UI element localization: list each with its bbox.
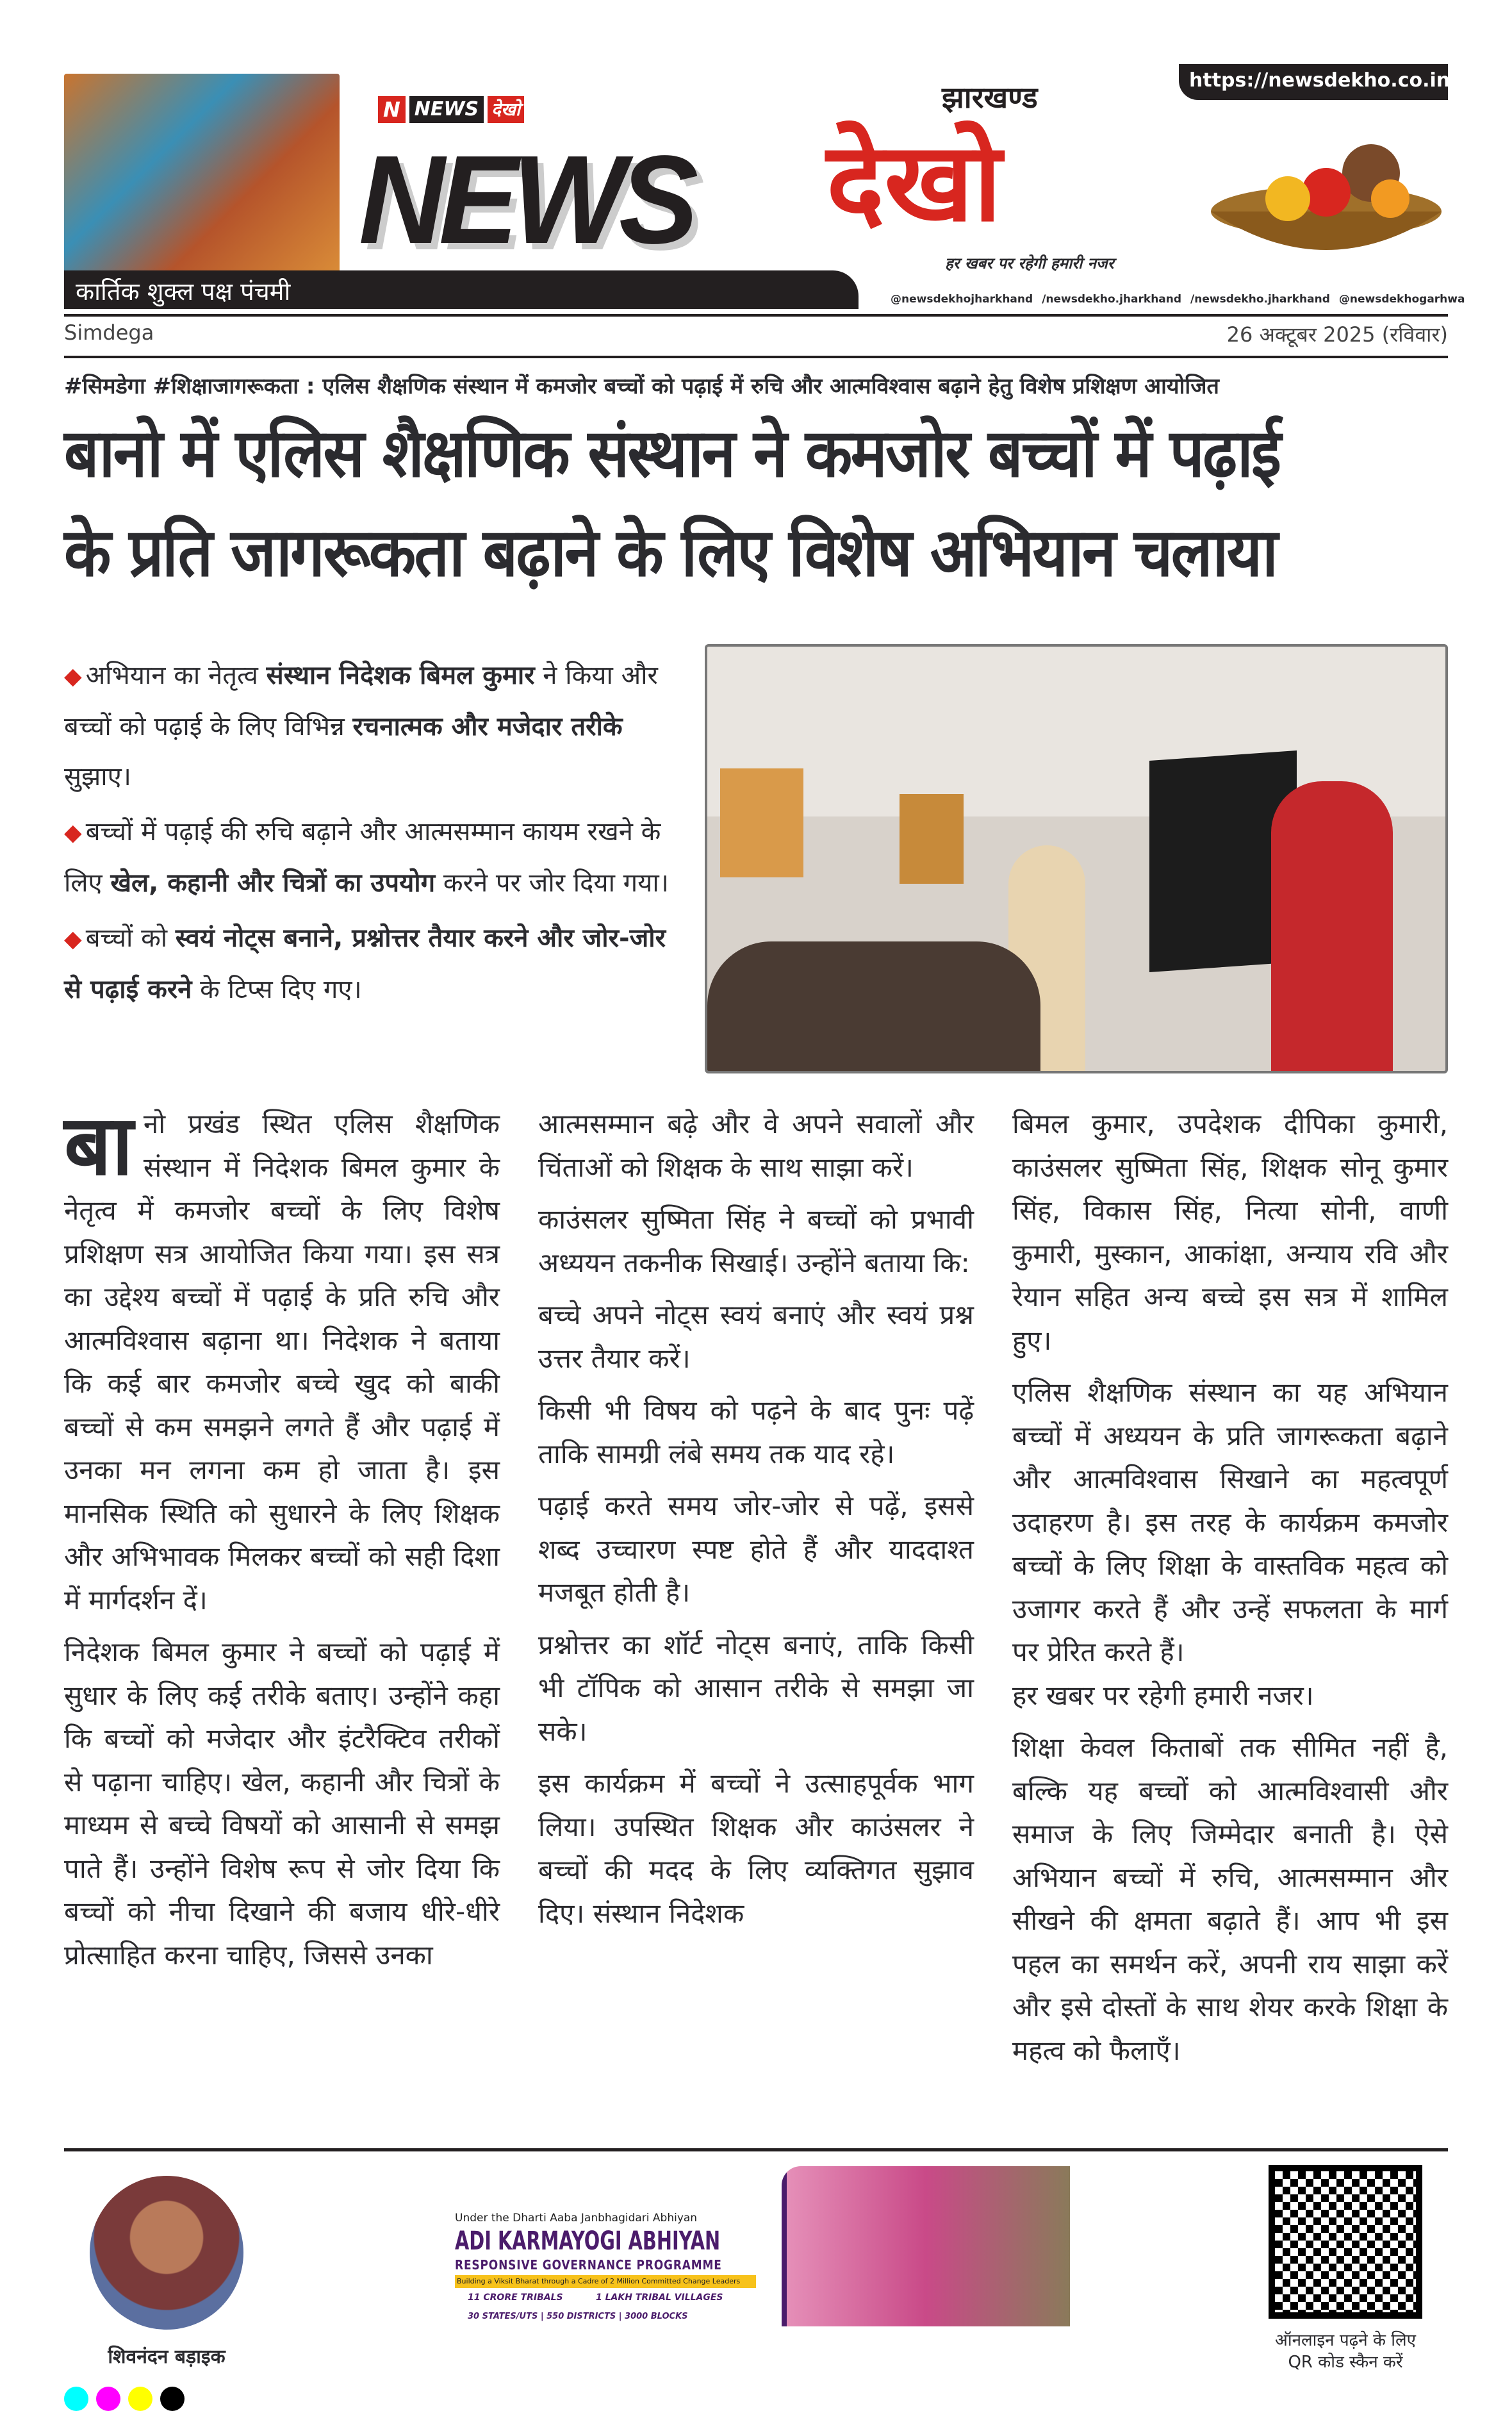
qr-code[interactable] bbox=[1269, 2165, 1422, 2319]
paragraph: बानो प्रखंड स्थित एलिस शैक्षणिक संस्थान में निदेशक बिमल कुमार के नेतृत्व में कमजोर बच्चों के लिए विशेष प्रशिक्षण सत्र आयोजित किया गया। इस सत्र का उद्देश्य बच्चों में पढ़ाई के प्रति रुचि और आत्मविश्वास बढ़ाना था। निदेशक ने बताया कि कई बार कमजोर बच्चे खुद को बाकी बच्चों से कम समझने लगते हैं और पढ़ाई में उनका मन लगना कम हो जाता है। इस मानसिक स्थिति को सुधारने के लिए शिक्षक और अभिभावक मिलकर बच्चों को सही दिशा में मार्गदर्शन दें। bbox=[64, 1097, 500, 1616]
ad-stat: 1 LAKH TRIBAL VILLAGES bbox=[596, 2292, 723, 2303]
dateline-date: 26 अक्टूबर 2025 (रविवार) bbox=[1226, 322, 1448, 347]
article-column-1 bbox=[64, 1097, 500, 1985]
ad-subtitle: RESPONSIVE GOVERNANCE PROGRAMME bbox=[455, 2257, 722, 2273]
divider bbox=[64, 314, 1448, 317]
diamond-bullet-icon: ◆ bbox=[64, 820, 82, 846]
logo-news: NEWS bbox=[359, 129, 693, 270]
highlight-item: ◆ बच्चों में पढ़ाई की रुचि बढ़ाने और आत्मसम्मान कायम रखने के लिए खेल, कहानी और चित्रों का उपयोग करने पर जोर दिया गया। bbox=[64, 817, 669, 898]
dateline-place: Simdega bbox=[64, 320, 154, 345]
headline-line-2: के प्रति जागरूकता बढ़ाने के लिए विशेष अभियान चलाया bbox=[64, 513, 1277, 592]
paragraph: प्रश्नोत्तर का शॉर्ट नोट्स बनाएं, ताकि किसी भी टॉपिक को आसान तरीके से समझा जा सके। bbox=[538, 1628, 974, 1747]
paragraph: किसी भी विषय को पढ़ने के बाद पुनः पढ़ें ताकि सामग्री लंबे समय तक याद रहे। bbox=[538, 1395, 974, 1470]
ad-stat: 11 CRORE TRIBALS bbox=[468, 2292, 563, 2303]
paragraph: काउंसलर सुष्मिता सिंह ने बच्चों को प्रभावी अध्ययन तकनीक सिखाई। उन्होंने बताया कि: bbox=[538, 1204, 974, 1279]
logo-tagline: हर खबर पर रहेगी हमारी नजर bbox=[945, 254, 1114, 272]
paragraph: आत्मसम्मान बढ़े और वे अपने सवालों और चिंताओं को शिक्षक के साथ साझा करें। bbox=[538, 1108, 974, 1183]
facebook-handle[interactable]: /newsdekho.jharkhand bbox=[1042, 293, 1182, 306]
yellow-registration-dot bbox=[128, 2387, 152, 2411]
logo-dekho: देखो bbox=[826, 119, 1002, 246]
ad-banner: Building a Viksit Bharat through a Cadre of 2 Million Committed Change Leaders bbox=[455, 2275, 756, 2288]
article-kicker: #सिमडेगा #शिक्षाजागरूकता : एलिस शैक्षणिक संस्थान में कमजोर बच्चों को पढ़ाई में रुचि और आत्मविश्वास बढ़ाने हेतु विशेष प्रशिक्षण आयोजित bbox=[64, 374, 1219, 399]
diamond-bullet-icon: ◆ bbox=[64, 926, 82, 952]
paragraph: बिमल कुमार, उपदेशक दीपिका कुमारी, काउंसलर सुष्मिता सिंह, शिक्षक सोनू कुमार सिंह, विकास सिंह, नित्या सोनी, वाणी कुमारी, मुस्कान, आकांक्षा, अन्याय रवि और रेयान सहित अन्य बच्चे इस सत्र में शामिल हुए। bbox=[1012, 1108, 1448, 1356]
festival-label: कार्तिक शुक्ल पक्ष पंचमी bbox=[76, 278, 291, 306]
paragraph: पढ़ाई करते समय जोर-जोर से पढ़ें, इससे शब्द उच्चारण स्पष्ट होते हैं और याददाश्त मजबूत होती है। bbox=[538, 1490, 974, 1608]
black-registration-dot bbox=[160, 2387, 185, 2411]
ad-photo bbox=[782, 2166, 1070, 2326]
ad-stat: 30 STATES/UTS | 550 DISTRICTS | 3000 BLOCKS bbox=[468, 2312, 688, 2321]
paragraph: इस कार्यक्रम में बच्चों ने उत्साहपूर्वक भाग लिया। उपस्थित शिक्षक और काउंसलर ने बच्चों की मदद के लिए व्यक्तिगत सुझाव दिए। संस्थान निदेशक bbox=[538, 1768, 974, 1929]
article-column-3 bbox=[1012, 1102, 1448, 2081]
paragraph: हर खबर पर रहेगी हमारी नजर। bbox=[1012, 1679, 1314, 1711]
divider bbox=[64, 356, 1448, 358]
header-festival-photo bbox=[64, 74, 340, 304]
qr-caption: ऑनलाइन पढ़ने के लिए QR कोड स्कैन करें bbox=[1275, 2331, 1416, 2372]
classroom-photo bbox=[705, 644, 1448, 1073]
headline-line-1: बानो में एलिस शैक्षणिक संस्थान ने कमजोर बच्चों में पढ़ाई bbox=[64, 414, 1280, 492]
drop-cap: बा bbox=[64, 1097, 133, 1194]
reporter-avatar bbox=[90, 2176, 243, 2330]
site-url[interactable]: https://newsdekho.co.in bbox=[1179, 64, 1448, 100]
diamond-bullet-icon: ◆ bbox=[64, 663, 82, 690]
logo-state: झारखण्ड bbox=[942, 80, 1038, 115]
cyan-registration-dot bbox=[64, 2387, 88, 2411]
highlights-list bbox=[64, 650, 679, 1020]
offering-basket-illustration bbox=[1179, 109, 1448, 288]
magenta-registration-dot bbox=[96, 2387, 120, 2411]
ad-title: ADI KARMAYOGI ABHIYAN bbox=[455, 2226, 721, 2256]
divider bbox=[64, 2148, 1448, 2151]
paragraph: एलिस शैक्षणिक संस्थान का यह अभियान बच्चों में अध्ययन के प्रति जागरूकता बढ़ाने और आत्मविश्वास सिखाने का महत्वपूर्ण उदाहरण है। इस तरह के कार्यक्रम कमजोर बच्चों के लिए शिक्षा के वास्तविक महत्व को उजागर करते हैं और उन्हें सफलता के मार्ग पर प्रेरित करते हैं। bbox=[1012, 1377, 1448, 1668]
reporter-name: शिवनंदन बड़ाइक bbox=[108, 2346, 226, 2368]
highlight-item: ◆ बच्चों को स्वयं नोट्स बनाने, प्रश्नोत्तर तैयार करने और जोर-जोर से पढ़ाई करने के टिप्स दिए गए। bbox=[64, 924, 666, 1004]
paragraph: शिक्षा केवल किताबों तक सीमित नहीं है, बल्कि यह बच्चों को आत्मविश्वासी और समाज के लिए जिम्मेदार बनाती है। ऐसे अभियान बच्चों में रुचि, आत्मसम्मान और सीखने की क्षमता बढ़ाते हैं। आप भी इस पहल का समर्थन करें, अपनी राय साझा करें और इसे दोस्तों के साथ शेयर करके शिक्षा के महत्व को फैलाएँ। bbox=[1012, 1732, 1448, 2066]
x-handle[interactable]: @newsdekhogarhwa bbox=[1338, 293, 1465, 306]
paragraph: निदेशक बिमल कुमार ने बच्चों को पढ़ाई में सुधार के लिए कई तरीके बताए। उन्होंने कहा कि बच्चों को मजेदार और इंटरैक्टिव तरीकों से पढ़ाना चाहिए। खेल, कहानी और चित्रों के माध्यम से बच्चे विषयों को आसानी से समझ पाते हैं। उन्होंने विशेष रूप से जोर दिया कि बच्चों को नीचा दिखाने की बजाय धीरे-धीरे प्रोत्साहित करना चाहिए, जिससे उनका bbox=[64, 1636, 500, 1971]
adi-karmayogi-ad[interactable] bbox=[448, 2166, 1070, 2334]
social-handles bbox=[891, 292, 1465, 307]
article-column-2 bbox=[538, 1102, 974, 1944]
highlight-item: ◆ अभियान का नेतृत्व संस्थान निदेशक बिमल कुमार ने किया और बच्चों को पढ़ाई के लिए विभिन्न रचनात्मक और मजेदार तरीके सुझाए। bbox=[64, 661, 658, 791]
instagram-handle[interactable]: @newsdekhojharkhand bbox=[891, 293, 1033, 306]
paragraph: बच्चे अपने नोट्स स्वयं बनाएं और स्वयं प्रश्न उत्तर तैयार करें। bbox=[538, 1299, 974, 1374]
logo-mini: N NEWS देखो bbox=[378, 96, 524, 123]
youtube-handle[interactable]: /newsdekho.jharkhand bbox=[1190, 293, 1330, 306]
ad-under: Under the Dharti Aaba Janbhagidari Abhiyan bbox=[455, 2212, 698, 2225]
